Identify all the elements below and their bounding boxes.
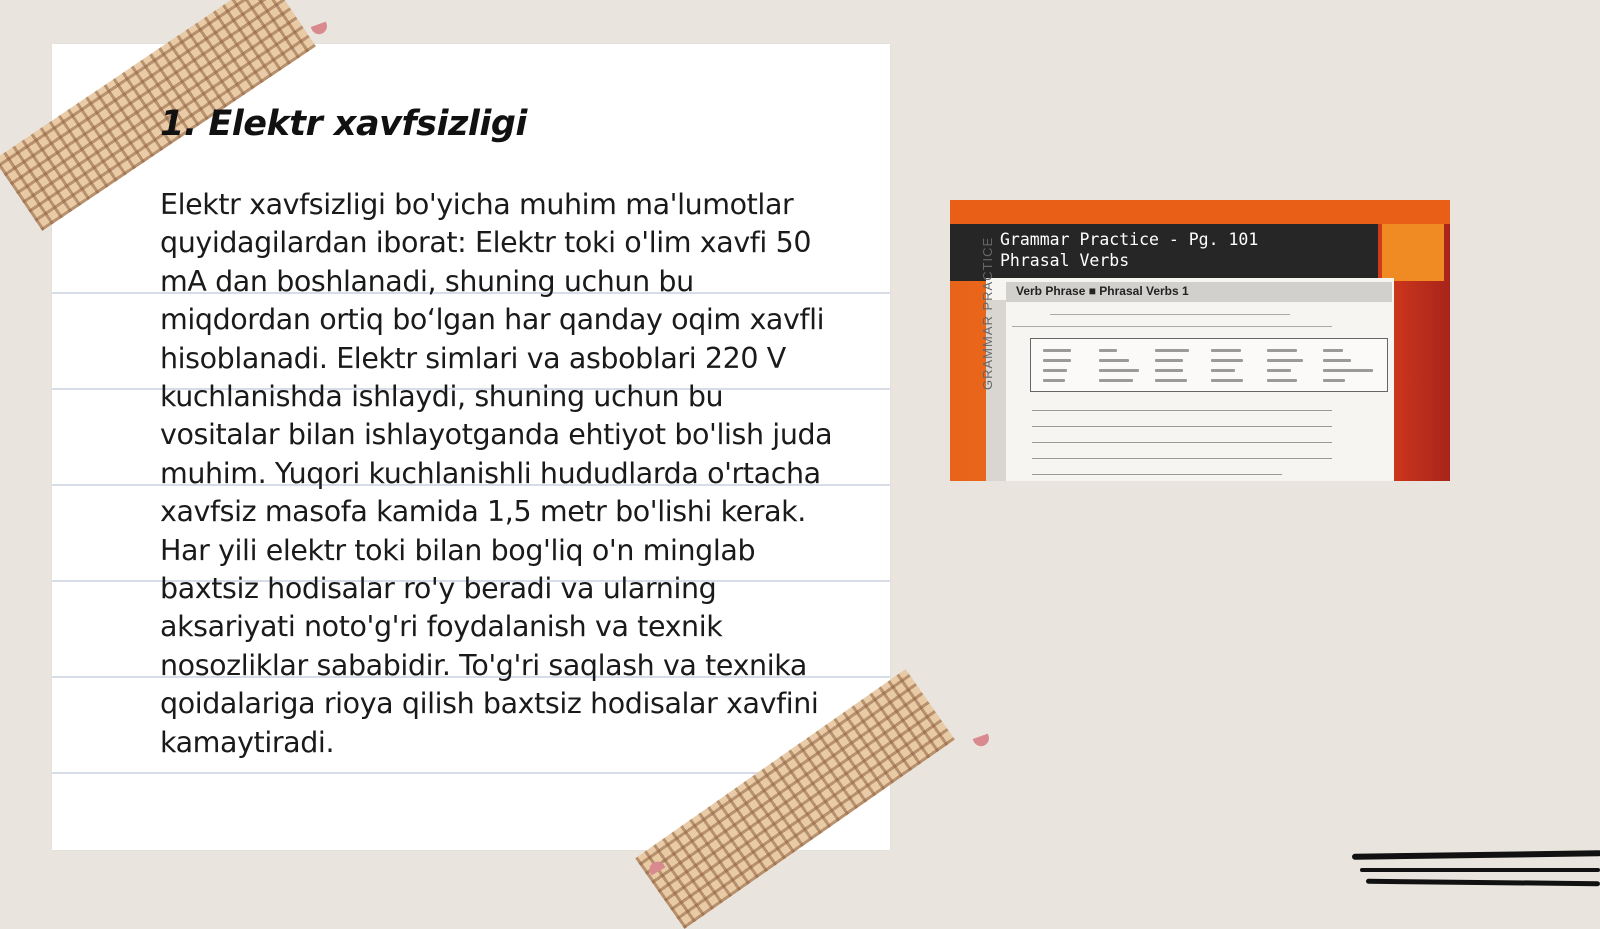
worksheet-picture (950, 200, 1450, 481)
decorative-stroke (1352, 850, 1600, 859)
worksheet-word (1043, 369, 1067, 372)
worksheet-word-box (1030, 338, 1388, 392)
worksheet-exercise-line (1032, 474, 1282, 475)
worksheet-exercise-line (1032, 442, 1332, 443)
worksheet-word (1323, 359, 1351, 362)
worksheet-word (1099, 359, 1129, 362)
picture-top-bar (950, 200, 1450, 224)
worksheet-side-label: GRAMMAR PRACTICE (980, 236, 995, 390)
worksheet-word (1043, 349, 1071, 352)
worksheet-word (1267, 349, 1297, 352)
pin-bottom-right (973, 734, 991, 749)
decorative-stroke (1360, 868, 1600, 872)
worksheet-word (1267, 369, 1291, 372)
worksheet-word (1267, 379, 1297, 382)
worksheet-word (1155, 369, 1183, 372)
picture-header-text (1000, 229, 1258, 271)
worksheet-word (1211, 359, 1243, 362)
picture-header-line2: Phrasal Verbs (1000, 251, 1130, 270)
worksheet-word (1155, 359, 1183, 362)
worksheet-word (1155, 349, 1189, 352)
picture-header-line1: Grammar Practice - Pg. 101 (1000, 230, 1259, 249)
worksheet-word (1155, 379, 1187, 382)
worksheet-word (1099, 369, 1139, 372)
worksheet-title: Verb Phrase ■ Phrasal Verbs 1 (1016, 284, 1189, 298)
worksheet-word (1099, 379, 1133, 382)
worksheet-instruction-line (1012, 326, 1332, 327)
worksheet-word (1211, 349, 1241, 352)
worksheet-exercise-line (1032, 410, 1332, 411)
slide-body-text: Elektr xavfsizligi bo'yicha muhim ma'lumotlar quyidagilardan iborat: Elektr toki o'lim xavfi 50 mA dan boshlanadi, shuning uchun bu miqdordan ortiq bo‘lgan har qanday oqim xavfli hisoblanadi. Elektr simlari va asboblari 220 V kuchlanishda ishlaydi, shuning uchun bu vositalar bilan ishlayotganda ehtiyot bo'lish juda muhim. Yuqori kuchlanishli hududlarda o'rtacha xavfsiz masofa kamida 1,5 metr bo'lishi kerak. Har yili elektr toki bilan bog'liq o'n minglab baxtsiz hodisalar ro'y beradi va ularning aksariyati noto'g'ri foydalanish va texnik nosozliklar sababidir. To'g'ri saqlash va texnika qoidalariga rioya qilish baxtsiz hodisalar xavfini kamaytiradi. (160, 188, 833, 759)
worksheet-word (1211, 379, 1243, 382)
worksheet-word (1323, 369, 1373, 372)
worksheet-word (1323, 349, 1343, 352)
worksheet-word (1043, 359, 1071, 362)
decorative-stroke (1366, 879, 1600, 886)
worksheet-word (1323, 379, 1345, 382)
worksheet-word (1211, 369, 1235, 372)
picture-accent-block (1382, 224, 1444, 281)
worksheet-word (1267, 359, 1303, 362)
worksheet-exercise-line (1032, 426, 1332, 427)
worksheet-exercise-line (1032, 458, 1332, 459)
worksheet-word (1099, 349, 1117, 352)
worksheet-word (1043, 379, 1065, 382)
slide-title: 1. Elektr xavfsizligi (160, 104, 527, 144)
pin-top (311, 22, 329, 37)
worksheet-instruction-line (1050, 314, 1290, 315)
